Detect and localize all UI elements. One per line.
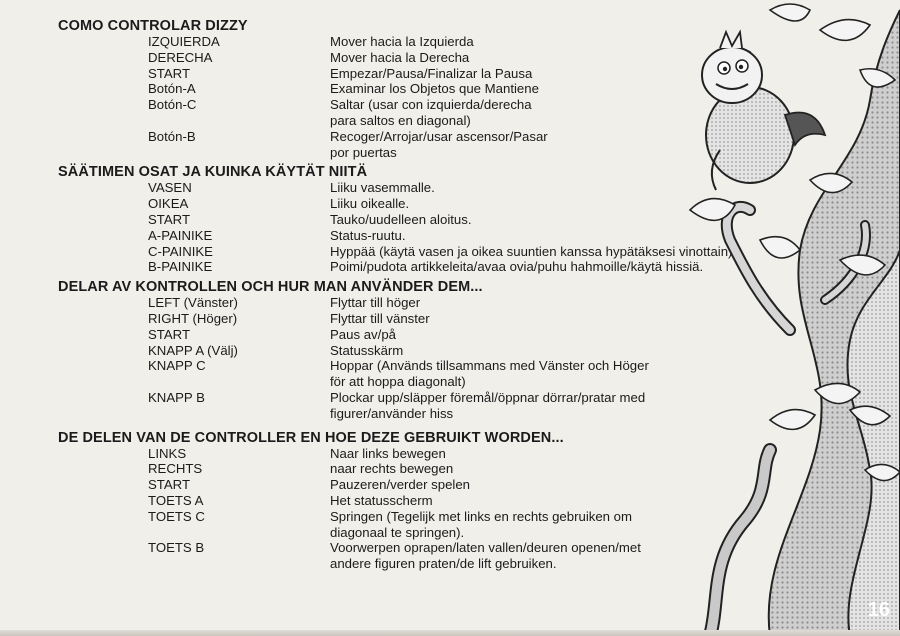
control-desc: Plockar upp/släpper föremål/öppnar dörrar/pratar med <box>330 389 646 405</box>
dizzy-character <box>702 32 825 190</box>
control-key: B-PAINIKE <box>148 259 213 275</box>
page-number: 16 <box>867 599 890 621</box>
control-key: START <box>148 65 191 81</box>
control-desc: Liiku vasemmalle. <box>330 180 435 196</box>
control-key: OIKEA <box>148 196 189 212</box>
control-key: START <box>148 477 191 493</box>
control-key: KNAPP B <box>148 389 205 405</box>
control-key: KNAPP C <box>148 358 206 374</box>
control-key: RECHTS <box>148 461 203 477</box>
page-edge <box>0 630 900 636</box>
control-desc: para saltos en diagonal) <box>330 112 471 128</box>
section-heading: SÄÄTIMEN OSAT JA KUINKA KÄYTÄT NIITÄ <box>58 164 368 181</box>
control-desc: diagonaal te springen). <box>330 524 465 540</box>
control-desc: Naar links bewegen <box>330 445 446 461</box>
control-desc: Pauzeren/verder spelen <box>330 477 471 493</box>
control-key: RIGHT (Höger) <box>148 310 238 326</box>
beanstalk-illustration <box>650 0 900 636</box>
control-desc: Status-ruutu. <box>330 227 406 243</box>
control-desc: Flyttar till höger <box>330 295 421 311</box>
control-key: START <box>148 326 191 342</box>
control-desc: Voorwerpen oprapen/laten vallen/deuren openen/met <box>330 540 641 556</box>
control-desc: Saltar (usar con izquierda/derecha <box>330 97 532 113</box>
control-key: VASEN <box>148 180 192 196</box>
control-key: C-PAINIKE <box>148 243 213 259</box>
control-desc: Empezar/Pausa/Finalizar la Pausa <box>330 65 533 81</box>
control-key: A-PAINIKE <box>148 227 213 243</box>
control-key: Botón-C <box>148 97 197 113</box>
control-key: KNAPP A (Välj) <box>148 342 238 358</box>
control-desc: Statusskärm <box>330 342 404 358</box>
control-key: TOETS A <box>148 492 204 508</box>
control-desc: Hyppää (käytä vasen ja oikea suuntien kanssa hypätäksesi vinottain). <box>330 243 737 259</box>
control-desc: Hoppar (Används tillsammans med Vänster och Höger <box>330 358 649 374</box>
control-desc: Flyttar till vänster <box>330 310 430 326</box>
control-key: TOETS C <box>148 508 205 524</box>
control-desc: Mover hacia la Derecha <box>330 49 470 65</box>
control-desc: Het statusscherm <box>330 492 433 508</box>
control-key: Botón-A <box>148 81 196 97</box>
control-key: LEFT (Vänster) <box>148 295 238 311</box>
control-desc: Recoger/Arrojar/usar ascensor/Pasar <box>330 128 548 144</box>
control-key: Botón-B <box>148 128 196 144</box>
control-desc: för att hoppa diagonalt) <box>330 374 466 390</box>
control-desc: por puertas <box>330 144 397 160</box>
section-heading: DELAR AV KONTROLLEN OCH HUR MAN ANVÄNDER DEM... <box>58 279 483 296</box>
control-desc: Paus av/på <box>330 326 396 342</box>
control-desc: Springen (Tegelijk met links en rechts gebruiken om <box>330 508 632 524</box>
control-key: LINKS <box>148 445 187 461</box>
control-desc: Liiku oikealle. <box>330 196 410 212</box>
control-desc: naar rechts bewegen <box>330 461 454 477</box>
control-desc: figurer/använder hiss <box>330 405 454 421</box>
control-key: START <box>148 211 191 227</box>
section-heading: DE DELEN VAN DE CONTROLLER EN HOE DEZE GEBRUIKT WORDEN... <box>58 429 564 446</box>
control-key: IZQUIERDA <box>148 34 220 49</box>
control-desc: Tauko/uudelleen aloitus. <box>330 211 472 227</box>
control-desc: Examinar los Objetos que Mantiene <box>330 81 539 97</box>
control-desc: Poimi/pudota artikkeleita/avaa ovia/puhu hahmoille/käytä hissiä. <box>330 259 704 275</box>
control-key: DERECHA <box>148 49 213 65</box>
control-key: TOETS B <box>148 540 205 556</box>
section-heading: COMO CONTROLAR DIZZY <box>58 18 248 34</box>
control-desc: Mover hacia la Izquierda <box>330 34 474 49</box>
vine-stalk <box>727 207 790 330</box>
control-desc: andere figuren praten/de lift gebruiken. <box>330 556 557 572</box>
